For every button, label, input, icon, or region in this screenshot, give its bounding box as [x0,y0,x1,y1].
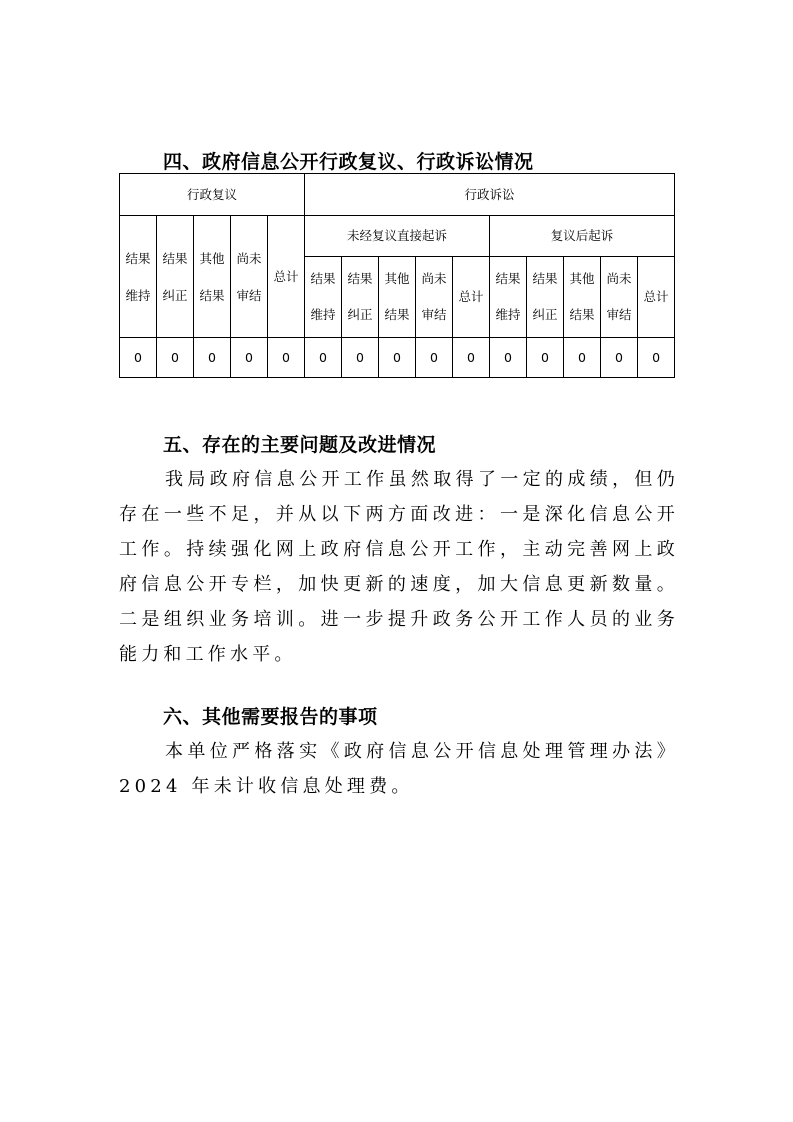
col-after-total: 总计 [638,257,675,338]
cell-review-maintained: 0 [120,338,157,378]
col-direct-corrected: 结果 纠正 [342,257,379,338]
col-review-total: 总计 [268,216,305,338]
col-review-other: 其他 结果 [194,216,231,338]
col-direct-total: 总计 [453,257,490,338]
section5-title: 五、存在的主要问题及改进情况 [163,434,437,456]
header-admin-review: 行政复议 [120,174,305,216]
header-direct-suit: 未经复议直接起诉 [305,216,490,257]
cell-after-total: 0 [638,338,675,378]
table-group-header-row [120,174,675,216]
section6-title: 六、其他需要报告的事项 [163,706,378,728]
cell-direct-other: 0 [379,338,416,378]
section6-body: 本单位严格落实《政府信息公开信息处理管理办法》2024 年未计收信息处理费。 [119,741,679,797]
cell-direct-total: 0 [453,338,490,378]
col-direct-pending: 尚未 审结 [416,257,453,338]
cell-direct-pending: 0 [416,338,453,378]
col-direct-other: 其他 结果 [379,257,416,338]
cell-after-pending: 0 [601,338,638,378]
cell-review-other: 0 [194,338,231,378]
col-after-other: 其他 结果 [564,257,601,338]
table-data-row [120,338,675,378]
cell-after-maintained: 0 [490,338,527,378]
col-review-maintained: 结果 维持 [120,216,157,338]
col-direct-maintained: 结果 维持 [305,257,342,338]
section4-title: 四、政府信息公开行政复议、行政诉讼情况 [163,151,534,173]
col-after-corrected: 结果 纠正 [527,257,564,338]
section5-body: 我局政府信息公开工作虽然取得了一定的成绩，但仍存在一些不足，并从以下两方面改进：一是深化信息公开工作。持续强化网上政府信息公开工作，主动完善网上政府信息公开专栏，加快更新的速度，加大信息更新数量。二是组织业务培训。进一步提升政务公开工作人员的业务能力和工作水平。 [119,469,679,665]
col-after-maintained: 结果 维持 [490,257,527,338]
cell-direct-maintained: 0 [305,338,342,378]
col-review-corrected: 结果 纠正 [157,216,194,338]
col-after-pending: 尚未 审结 [601,257,638,338]
cell-after-corrected: 0 [527,338,564,378]
table-subgroup-header-row [120,216,675,257]
cell-review-corrected: 0 [157,338,194,378]
cell-review-total: 0 [268,338,305,378]
col-review-pending: 尚未 审结 [231,216,268,338]
header-after-review: 复议后起诉 [490,216,675,257]
review-litigation-table [119,173,675,378]
cell-review-pending: 0 [231,338,268,378]
cell-after-other: 0 [564,338,601,378]
cell-direct-corrected: 0 [342,338,379,378]
header-admin-litigation: 行政诉讼 [305,174,675,216]
